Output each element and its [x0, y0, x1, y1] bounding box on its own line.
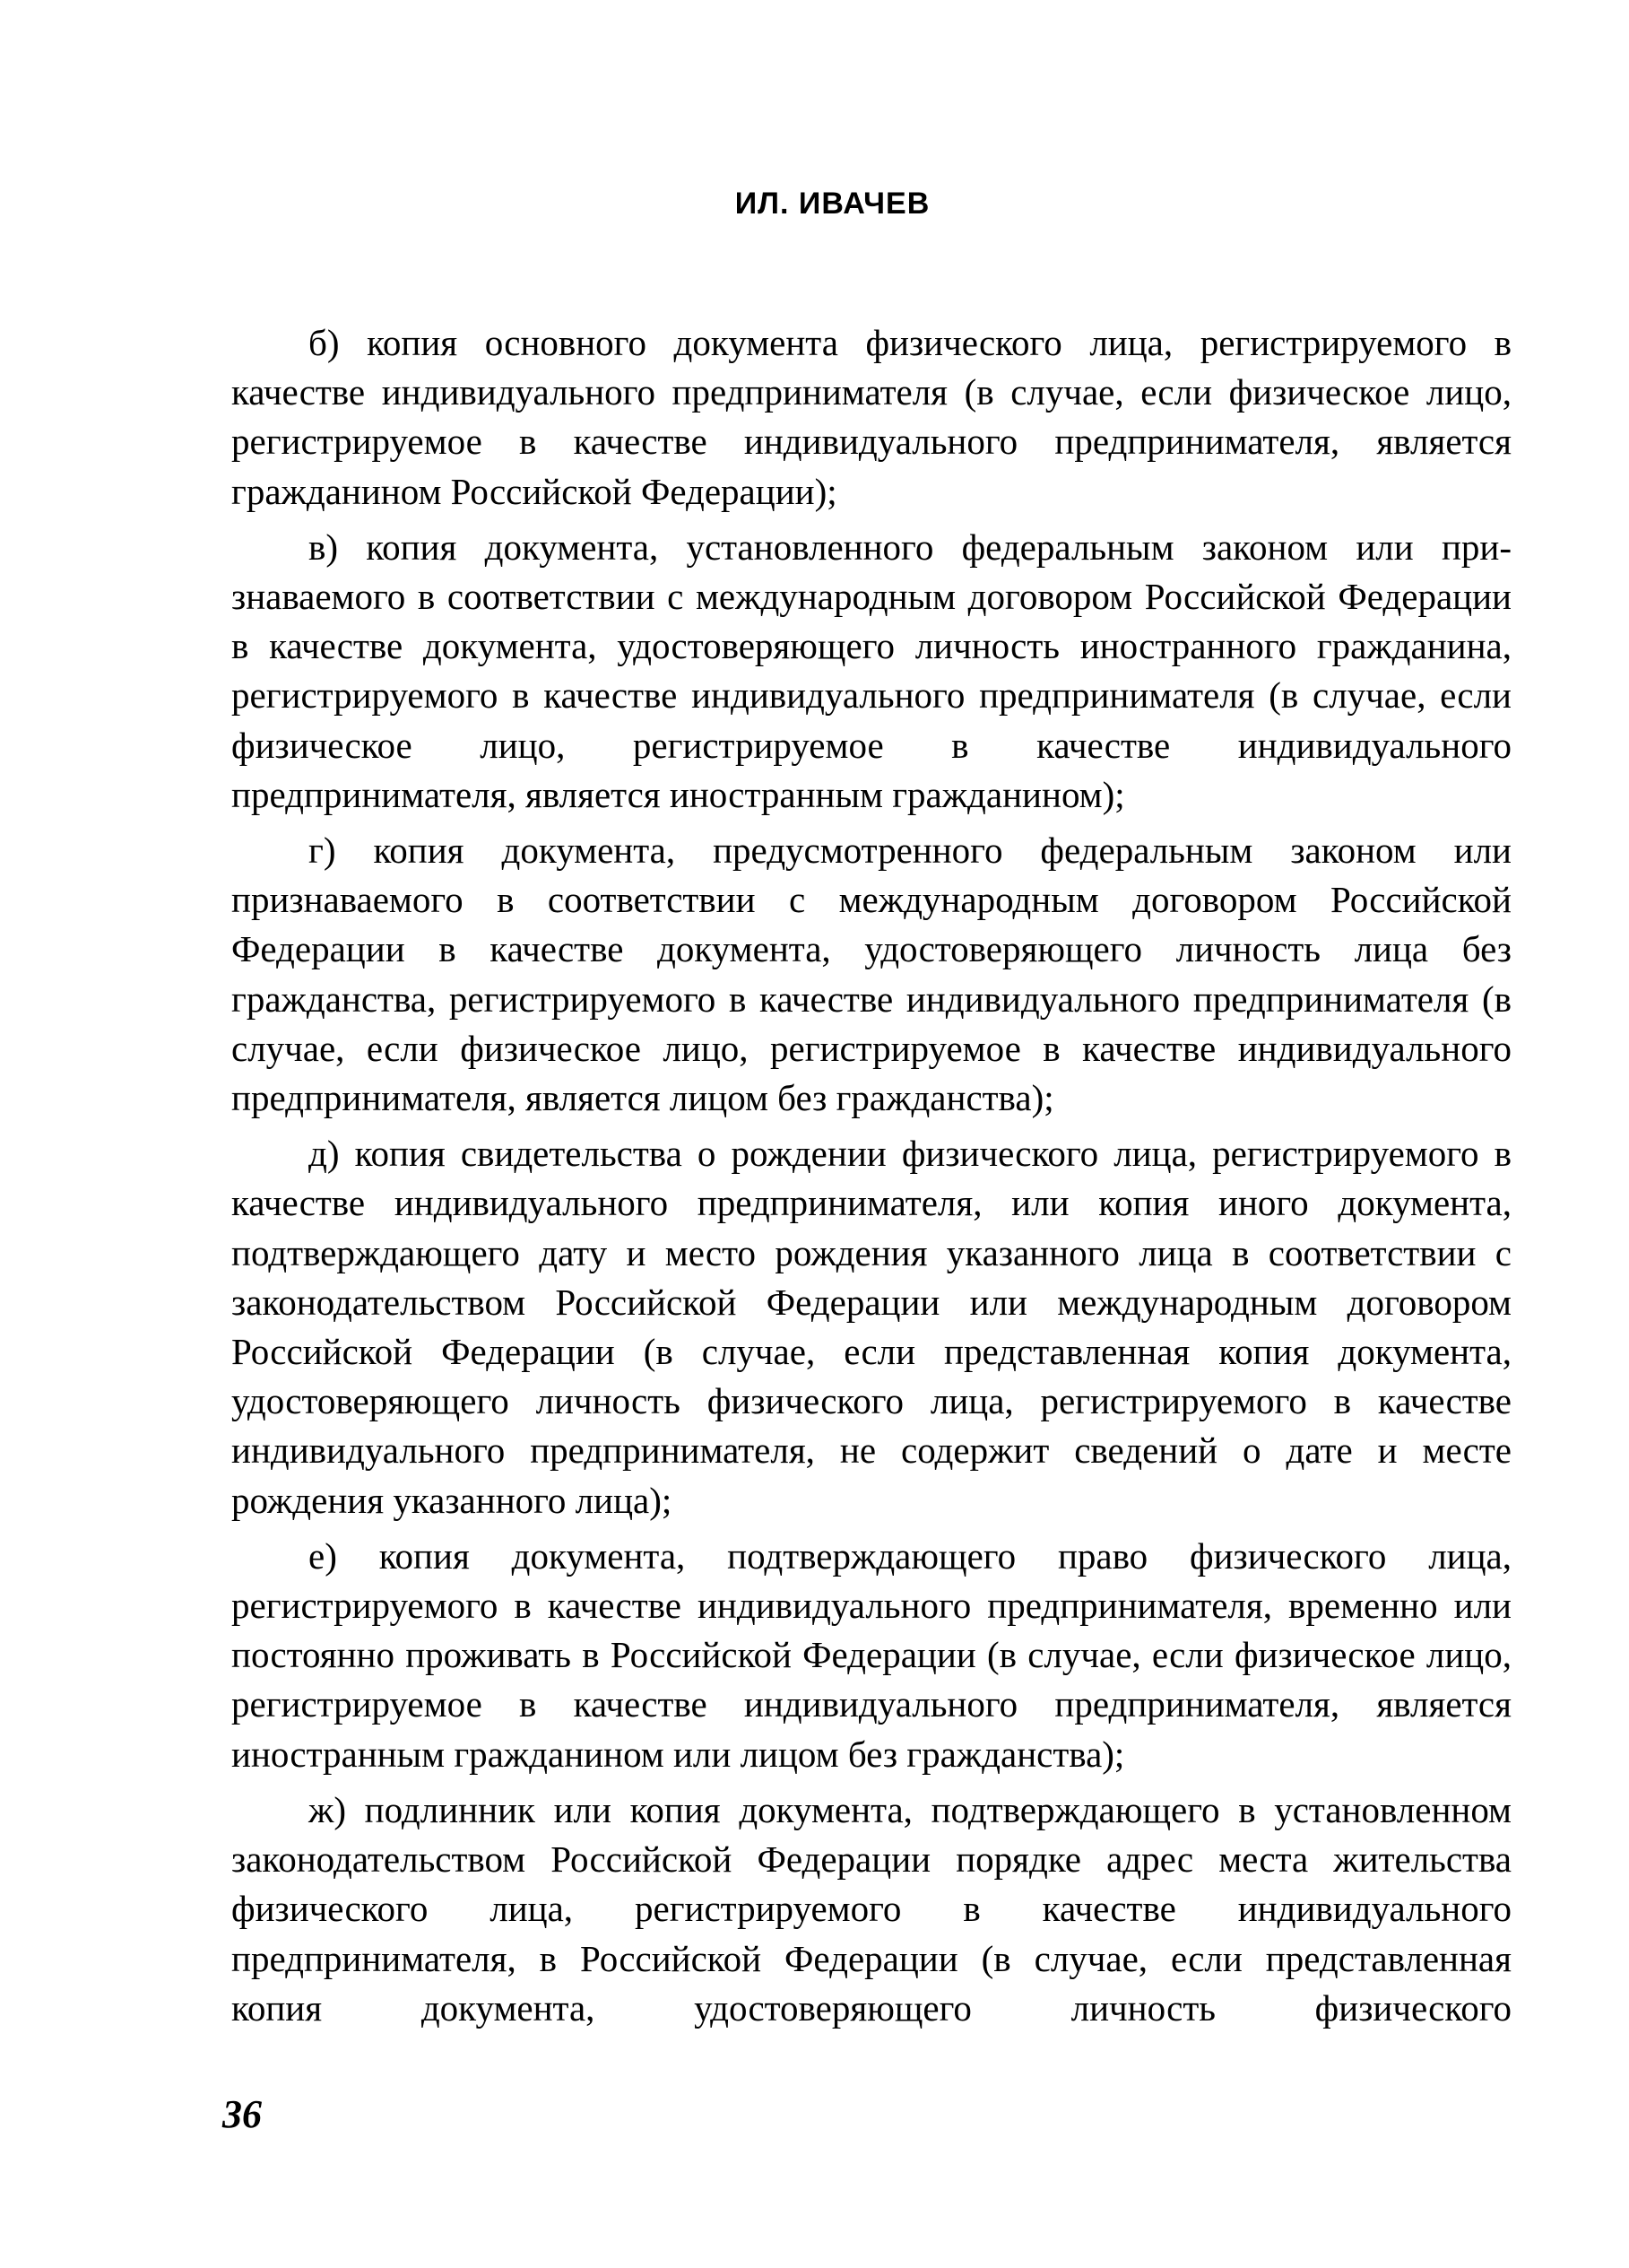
- page-number: 36: [222, 2092, 262, 2136]
- paragraph-e: е) копия документа, подтверждающего право физического лица, регистрируемого в качестве индивидуального предпринимателя, временно или постоянно проживать в Российской Федерации (в случае, если физическое лицо, регистрируемое в качестве индивидуального предпринимателя, является иностранным гражданином или лицом без гражданства);: [231, 1534, 1512, 1775]
- running-head: ИЛ. ИВАЧЕВ: [734, 187, 931, 221]
- paragraph-zh: ж) подлинник или копия документа, подтверждающего в установленном законодательством Российской Федерации порядке адрес места жительства физического лица, регистрируемого в качестве индивидуального предпринимателя, в Российской Федерации (в случае, если представленная копия документа, удостоверяющего личность физического: [231, 1788, 1512, 2029]
- body-text: [231, 318, 1512, 2039]
- paragraph-v: в) копия документа, установленного федеральным законом или признаваемого в соответствии с международным договором Российской Федерации в качестве документа, удостоверяющего личность иностранного гражданина, регистрируемого в качестве индивидуального предпринимателя (в случае, если физическое лицо, регистрируемое в качестве индивидуального предпринимателя, является иностранным гражданином);: [231, 526, 1512, 815]
- paragraph-g: г) копия документа, предусмотренного федеральным законом или признаваемого в соответствии с международным договором Российской Федерации в качестве документа, удостоверяющего личность лица без гражданства, регистрируемого в качестве индивидуального предпринимателя (в случае, если физическое лицо, регистрируемое в качестве индивидуального предпринимателя, является лицом без гражданства);: [231, 830, 1512, 1119]
- paragraph-d: д) копия свидетельства о рождении физического лица, регистрируемого в качестве индивидуального предпринимателя, или копия иного документа, подтверждающего дату и место рождения указанного лица в соответствии с законодательством Российской Федерации или международным договором Российской Федерации (в случае, если представленная копия документа, удостоверяющего личность физического лица, регистрируемого в качестве индивидуального предпринимателя, не содержит сведений о дате и месте рождения указанного лица);: [231, 1133, 1512, 1521]
- paragraph-b: б) копия основного документа физического лица, регистрируемого в качестве индивидуального предпринимателя (в случае, если физическое лицо, регистрируемое в качестве индивидуального предпринимателя, является гражданином Российской Федерации);: [231, 322, 1512, 512]
